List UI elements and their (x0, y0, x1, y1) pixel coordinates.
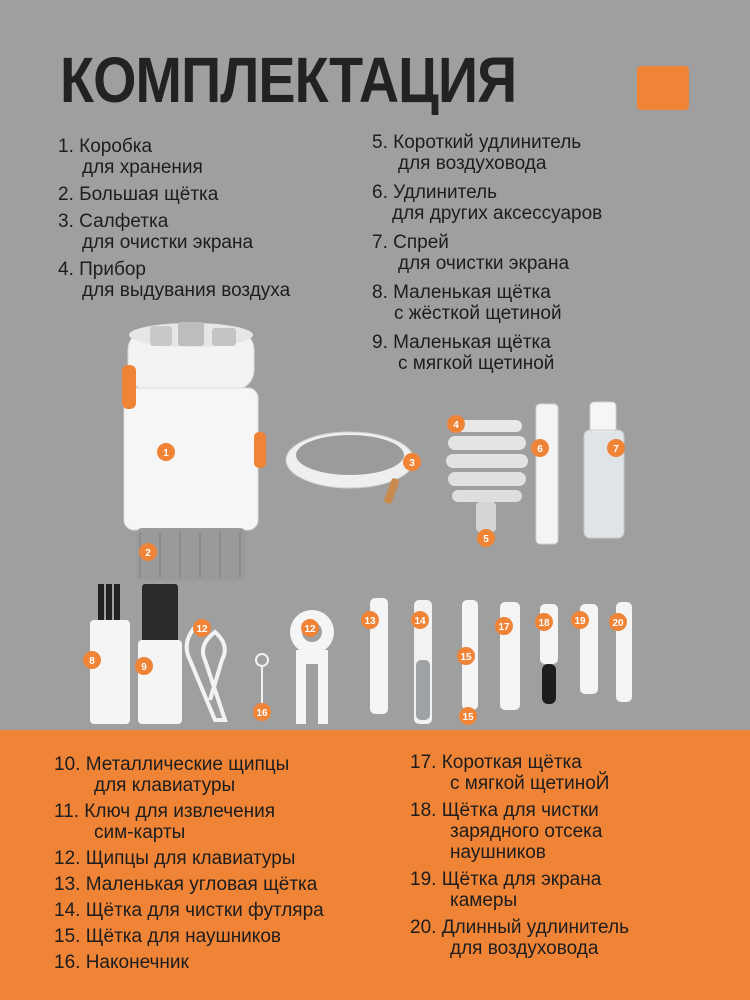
svg-text:1: 1 (163, 448, 169, 459)
svg-text:6: 6 (537, 444, 543, 455)
item-sublabel: сим-карты (94, 822, 186, 843)
air-blower (446, 420, 528, 532)
list-item (54, 952, 324, 973)
list-item (54, 926, 324, 947)
item-label: Длинный удлинитель (441, 917, 629, 938)
svg-text:12: 12 (304, 624, 316, 635)
item-number: 9. (372, 332, 388, 353)
item-label: Коробка (79, 136, 153, 157)
bottom-right-list (410, 752, 629, 959)
item-number: 1. (58, 136, 74, 157)
svg-text:17: 17 (498, 622, 510, 633)
small-tools (370, 598, 632, 724)
item-sublabel: для других аксессуаров (392, 203, 603, 224)
item-label: Щётка для чистки (441, 800, 599, 821)
item-number: 11. (54, 801, 80, 822)
item-number: 12. (54, 848, 81, 869)
item-number: 6. (372, 182, 388, 203)
item-label: Маленькая щётка (393, 332, 551, 353)
item-sublabel: с мягкой щетиноЙ (450, 773, 610, 794)
bottom-left-list (54, 754, 324, 973)
item-label: Щётка для экрана (441, 869, 602, 890)
item-label: Большая щётка (79, 184, 219, 205)
svg-text:9: 9 (141, 662, 147, 673)
item-sublabel: с жёсткой щетиной (394, 303, 562, 324)
item-number: 19. (410, 869, 437, 890)
item-number: 14. (54, 900, 81, 921)
accessory-extender (536, 404, 558, 544)
list-item (410, 917, 629, 959)
item-sublabel: для очистки экрана (398, 253, 570, 274)
item-label: Щётка для чистки футляра (85, 900, 324, 921)
svg-text:2: 2 (145, 548, 151, 559)
list-item (54, 801, 324, 843)
item-label: Спрей (393, 232, 449, 253)
list-item (410, 752, 629, 794)
svg-text:14: 14 (414, 616, 426, 627)
svg-text:20: 20 (612, 618, 624, 629)
item-number: 13. (54, 874, 81, 895)
item-label: Металлические щипцы (85, 754, 290, 775)
item-label: Удлинитель (393, 182, 498, 203)
item-number: 5. (372, 132, 388, 153)
svg-text:18: 18 (538, 618, 550, 629)
svg-text:7: 7 (613, 444, 619, 455)
item-sublabel: зарядного отсека (450, 821, 603, 842)
svg-text:15: 15 (462, 712, 474, 723)
item-number: 3. (58, 211, 74, 232)
item-number: 10. (54, 754, 81, 775)
item-label: Щётка для наушников (85, 926, 281, 947)
svg-text:12: 12 (196, 624, 208, 635)
item-label: Маленькая угловая щётка (85, 874, 318, 895)
item-label: Маленькая щётка (393, 282, 551, 303)
metal-keycap-puller (187, 622, 225, 720)
svg-text:3: 3 (409, 458, 415, 469)
svg-text:15: 15 (460, 652, 472, 663)
soft-brush (138, 584, 182, 724)
svg-text:4: 4 (453, 420, 459, 431)
item-sublabel: для очистки экрана (82, 232, 254, 253)
item-sublabel: для воздуховода (398, 153, 547, 174)
item-number: 17. (410, 752, 437, 773)
list-item (410, 800, 629, 863)
item-sublabel: камеры (450, 890, 518, 911)
item-number: 16. (54, 952, 81, 973)
svg-text:8: 8 (89, 656, 95, 667)
item-sublabel: для воздуховода (450, 938, 599, 959)
item-label: Салфетка (79, 211, 169, 232)
svg-text:16: 16 (256, 708, 268, 719)
item-number: 7. (372, 232, 388, 253)
page-title: КОМПЛЕКТАЦИЯ (60, 44, 517, 116)
item-sublabel-2: наушников (450, 842, 546, 863)
item-number: 8. (372, 282, 388, 303)
list-item (54, 754, 324, 796)
item-number: 2. (58, 184, 74, 205)
storage-box (122, 322, 266, 580)
list-item (410, 869, 629, 911)
item-label: Короткий удлинитель (393, 132, 582, 153)
item-sublabel: с мягкой щетиной (398, 353, 555, 374)
list-item (54, 900, 324, 921)
item-label: Короткая щётка (441, 752, 582, 773)
svg-text:13: 13 (364, 616, 376, 627)
item-sublabel: для клавиатуры (94, 775, 236, 796)
item-number: 18. (410, 800, 437, 821)
item-sublabel: для выдувания воздуха (82, 280, 291, 301)
item-label: Наконечник (85, 952, 189, 973)
item-label: Прибор (79, 259, 146, 280)
item-sublabel: для хранения (82, 157, 203, 178)
item-number: 15. (54, 926, 81, 947)
svg-text:5: 5 (483, 534, 489, 545)
list-item (54, 848, 324, 869)
list-item (54, 874, 324, 895)
cleaning-spray (584, 402, 624, 538)
item-number: 20. (410, 917, 437, 938)
item-label: Щипцы для клавиатуры (85, 848, 296, 869)
item-number: 4. (58, 259, 74, 280)
item-label: Ключ для извлечения (84, 801, 276, 822)
svg-text:19: 19 (574, 616, 586, 627)
screen-cleaning-cloth (286, 432, 414, 505)
